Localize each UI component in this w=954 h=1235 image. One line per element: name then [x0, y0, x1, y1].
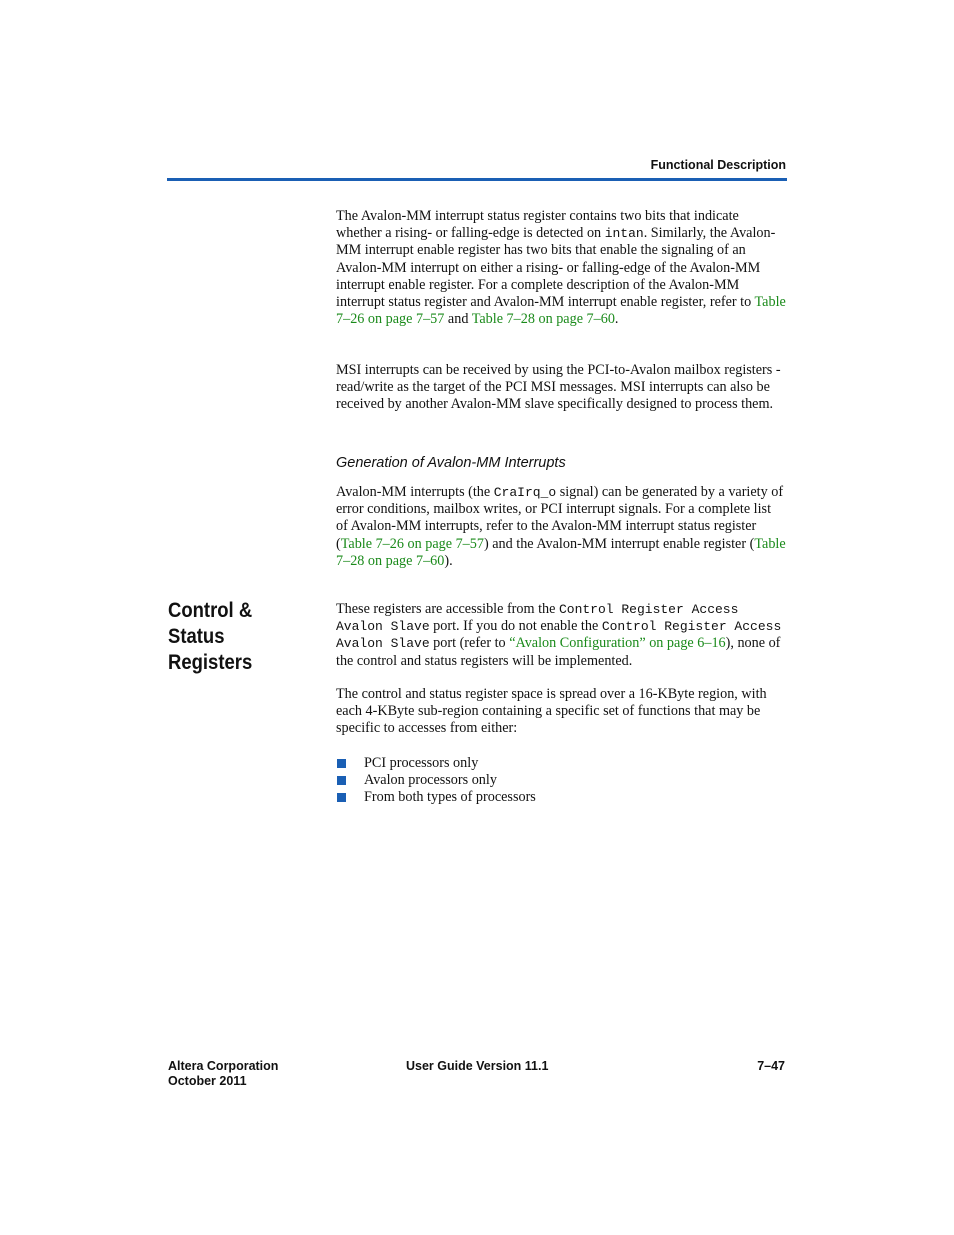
list-item-label: PCI processors only	[364, 755, 479, 771]
link-table-7-26[interactable]: Table 7–26 on page 7–57	[336, 294, 786, 328]
paragraph-register-space	[336, 686, 786, 738]
para4-text-1: These registers are accessible from the	[336, 601, 559, 617]
para1-text-1: The Avalon-MM interrupt status register contains two bits that indicate whether a rising- or falling-edge is detected on	[336, 208, 739, 242]
link-avalon-configuration[interactable]: “Avalon Configuration” on page 6–16	[509, 635, 726, 652]
list-item-label: Avalon processors only	[364, 772, 497, 789]
code-intan: intan	[604, 226, 644, 242]
para1-text-3: and	[444, 311, 472, 328]
running-header-title: Functional Description	[650, 158, 786, 172]
paragraph-msi-interrupts	[336, 362, 786, 414]
bullet-square-icon	[337, 759, 346, 768]
para4-text-3: port (refer to	[429, 635, 510, 652]
section-heading: Control & Status Registers	[168, 599, 253, 674]
link-table-7-28-b[interactable]: Table 7–28 on page 7–60	[336, 535, 786, 569]
subheading-avalon-mm-interrupts: Generation of Avalon-MM Interrupts	[336, 455, 566, 471]
para1-text-2: . Similarly, the Avalon-MM interrupt enable register has two bits that enable the signaling of an Avalon-MM interrupt on either a rising- or falling-edge of the Avalon-MM interrupt enable register. For a complete description of the Avalon-MM interrupt status register and Avalon-MM interrupt enable register, refer to	[336, 225, 776, 311]
link-table-7-26-b[interactable]: Table 7–26 on page 7–57	[340, 535, 484, 552]
para5-text: The control and status register space is spread over a 16-KByte region, with each 4-KByte sub-region containing a specific set of functions that may be specific to accesses from either:	[336, 686, 767, 737]
code-control-register-access-2: Control Register Access Avalon Slave	[336, 619, 782, 652]
para3-text-2: signal) can be generated by a variety of error conditions, mailbox writes, or PCI interrupt signals. For a complete list of Avalon-MM interrupts, refer to the Avalon-MM interrupt status register (	[336, 484, 784, 552]
para1-text-4: .	[614, 311, 619, 328]
bullet-square-icon	[337, 793, 346, 802]
list-item	[336, 789, 786, 806]
bullet-list	[336, 755, 786, 807]
para3-text-4: ).	[444, 552, 453, 569]
paragraph-registers-access	[336, 601, 786, 670]
bullet-square-icon	[337, 776, 346, 785]
footer-page-number: 7–47	[757, 1059, 785, 1073]
list-item-label: From both types of processors	[364, 789, 536, 806]
para3-text-1: Avalon-MM interrupts (the	[336, 484, 494, 500]
list-item	[336, 772, 786, 789]
footer-date: October 2011	[168, 1074, 247, 1088]
code-control-register-access: Control Register Access Avalon Slave	[336, 602, 739, 635]
link-table-7-28[interactable]: Table 7–28 on page 7–60	[471, 311, 615, 328]
paragraph-interrupt-status	[336, 208, 786, 328]
para2-text: MSI interrupts can be received by using the PCI-to-Avalon mailbox registers - read/write as the target of the PCI MSI messages. MSI interrupts can also be received by another Avalon-MM slave specifically designed to process them.	[336, 362, 781, 413]
footer-company: Altera Corporation	[168, 1059, 279, 1073]
footer-guide-version: User Guide Version 11.1	[406, 1059, 549, 1073]
list-item	[336, 755, 786, 772]
para4-text-2: port. If you do not enable the	[429, 618, 602, 635]
paragraph-avalon-mm-interrupts	[336, 484, 786, 570]
para4-text-4: ), none of the control and status registers will be implemented.	[336, 635, 781, 669]
header-rule	[167, 178, 787, 181]
code-crairq-o: CraIrq_o	[493, 485, 557, 500]
para3-text-3: ) and the Avalon-MM interrupt enable register (	[483, 535, 755, 552]
footer-left	[168, 1059, 278, 1089]
